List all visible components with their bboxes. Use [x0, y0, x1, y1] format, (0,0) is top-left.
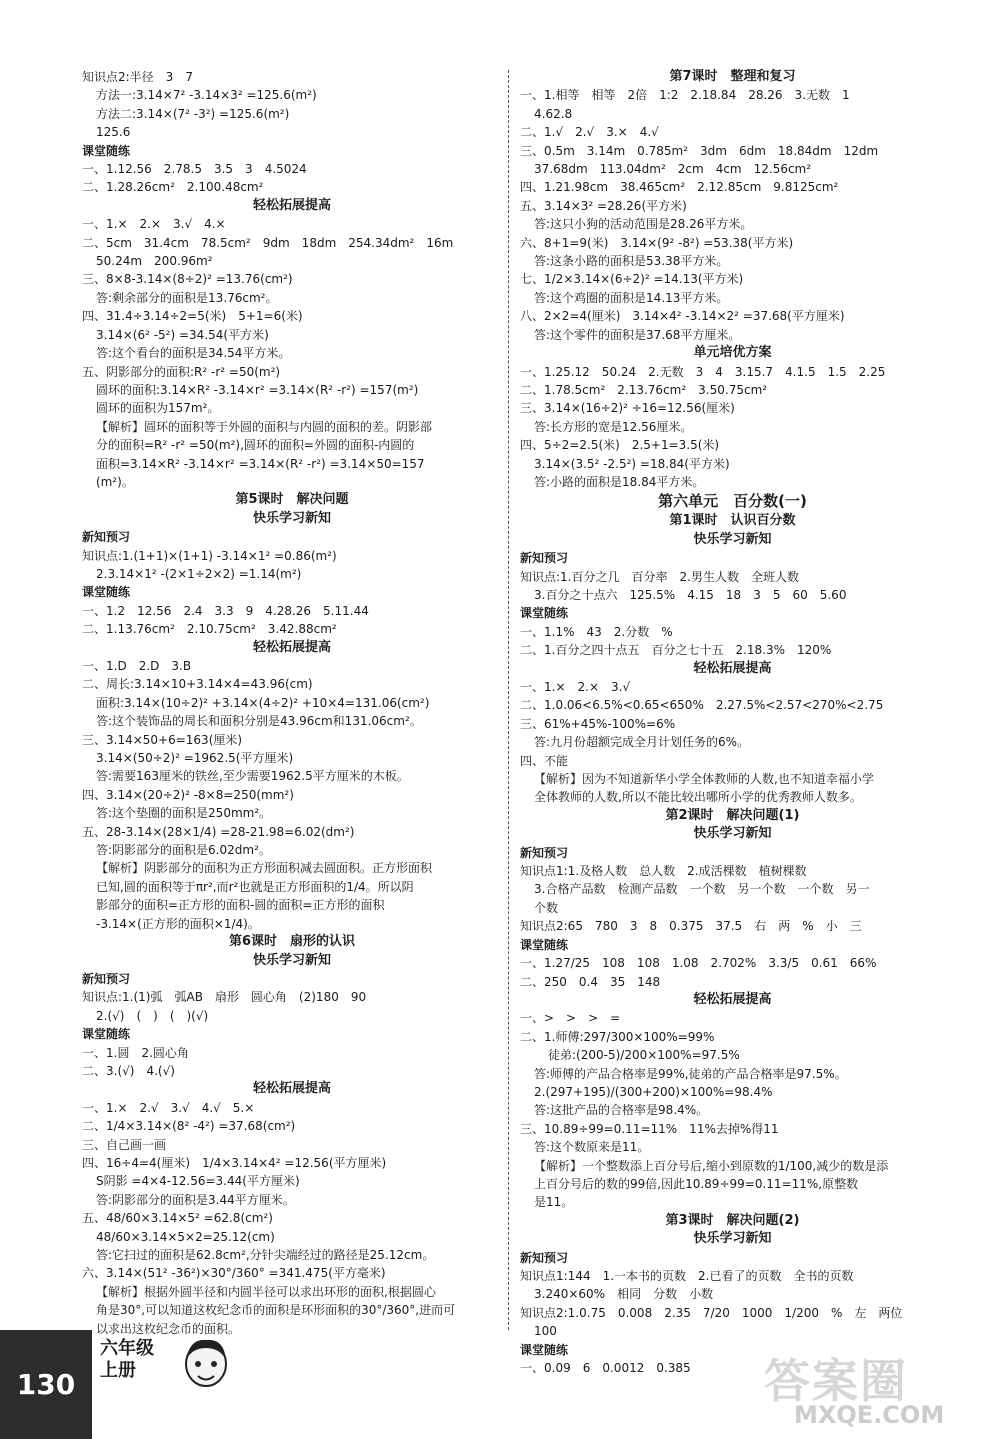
section-heading: 第5课时 解决问题	[235, 492, 349, 508]
answer-line: 三、3.14×50+6=163(厘米)	[82, 732, 243, 747]
grade-line-2: 上册	[100, 1360, 136, 1381]
answer-line: 答:这个零件的面积是37.68平方厘米。	[534, 327, 741, 342]
answer-line: 二、1.师傅:297/300×100%=99%	[520, 1029, 715, 1044]
answer-line: 37.68dm 113.04dm² 2cm 4cm 12.56cm²	[534, 162, 812, 177]
answer-line: 五、3.14×3² =28.26(平方米)	[520, 198, 687, 213]
boy-mascot-icon	[180, 1334, 232, 1394]
section-heading: 第1课时 认识百分数	[669, 513, 796, 529]
answer-line: 【解析】阴影部分的面积为正方形面积减去圆面积。正方形面积	[96, 861, 433, 876]
answer-line: 一、1.D 2.D 3.B	[82, 659, 192, 673]
answer-line: 一、1.27/25 108 108 1.08 2.702% 3.3/5 0.61 66%	[520, 956, 877, 971]
answer-line: 一、1.相等 相等 2倍 1:2 2.18.84 28.26 3.无数 1	[520, 88, 850, 103]
answer-line: 答:这只小狗的活动范围是28.26平方米。	[534, 217, 753, 232]
subsection-label: 课堂随练	[82, 585, 131, 600]
answer-line: 知识点:1.(1+1)×(1+1) -3.14×1² =0.86(m²)	[82, 548, 337, 563]
subsection-label: 课堂随练	[82, 143, 131, 158]
answer-line: (m²)。	[96, 474, 134, 489]
answer-line: 一、> > > =	[520, 1011, 621, 1026]
answer-line: 3.百分之十点六 125.5% 4.15 18 3 5 60 5.60	[534, 587, 847, 602]
answer-line: 知识点:1.百分之几 百分率 2.男生人数 全班人数	[520, 569, 799, 584]
answer-line: 答:阴影部分的面积是6.02dm²。	[96, 843, 271, 858]
watermark	[764, 1345, 994, 1435]
section-heading: 第7课时 整理和复习	[669, 69, 796, 84]
answer-line: 徒弟:(200-5)/200×100%=97.5%	[548, 1048, 740, 1063]
answer-line: 六、8+1=9(米) 3.14×(9² -8²) =53.38(平方米)	[520, 235, 794, 250]
answer-line: 二、1.28.26cm² 2.100.48cm²	[82, 180, 264, 195]
answer-line: 已知,圆的面积等于πr²,而r²也就是正方形面积的1/4。所以阴	[96, 879, 414, 894]
answer-line: 二、250 0.4 35 148	[520, 974, 661, 989]
answer-line: 二、1.0.06<6.5%<0.65<650% 2.27.5%<2.57<270%<2.75	[520, 698, 884, 713]
answer-line: 一、1.2 12.56 2.4 3.3 9 4.28.26 5.11.44	[82, 603, 369, 618]
answer-line: 二、周长:3.14×10+3.14×4=43.96(cm)	[82, 677, 313, 692]
answer-line: 2.3.14×1² -(2×1÷2×2) =1.14(m²)	[96, 566, 302, 581]
answer-line: 【解析】根据外圆半径和内圆半径可以求出环形的面积,根据圆心	[96, 1284, 436, 1299]
answer-line: 圆环的面积:3.14×R² -3.14×r² =3.14×(R² -r²) =157(m²)	[96, 382, 419, 397]
answer-line: 【解析】因为不知道新华小学全体教师的人数,也不知道幸福小学	[534, 772, 874, 787]
subsection-label: 课堂随练	[520, 1342, 569, 1357]
answer-line: 答:剩余部分的面积是13.76cm²。	[96, 290, 278, 305]
answer-line: S阴影 =4×4-12.56=3.44(平方厘米)	[96, 1174, 300, 1189]
answer-line: 四、16÷4=4(厘米) 1/4×3.14×4² =12.56(平方厘米)	[82, 1155, 387, 1170]
answer-line: 三、61%+45%-100%=6%	[520, 716, 676, 731]
subsection-label: 课堂随练	[520, 606, 569, 621]
answer-line: 面积=3.14×R² -3.14×r² =3.14×(R² -r²) =3.14×50=157	[96, 456, 425, 471]
section-heading: 第3课时 解决问题(2)	[665, 1212, 800, 1228]
answer-line: 一、1.25.12 50.24 2.无数 3 4 3.15.7 4.1.5 1.5 2.25	[520, 364, 886, 379]
answer-line: 一、1.× 2.× 3.√	[520, 680, 631, 694]
answer-line: 二、5cm 31.4cm 78.5cm² 9dm 18dm 254.34dm² 16m	[82, 235, 454, 250]
answer-line: 答:这个看台的面积是34.54平方米。	[96, 346, 291, 361]
answer-line: 答:这个装饰品的周长和面积分别是43.96cm和131.06cm²。	[96, 714, 422, 729]
section-heading: 轻松拓展提高	[252, 639, 331, 655]
answer-line: 三、0.5m 3.14m 0.785m² 3dm 6dm 18.84dm 12dm	[520, 143, 879, 158]
section-heading: 快乐学习新知	[252, 952, 331, 968]
answer-line: 个数	[534, 900, 559, 915]
answer-line: 二、1.百分之四十点五 百分之七十五 2.18.3% 120%	[520, 643, 832, 658]
answer-line: 五、48/60×3.14×5² =62.8(cm²)	[82, 1211, 273, 1226]
subsection-label: 课堂随练	[520, 937, 569, 952]
answer-line: 二、3.(√) 4.(√)	[82, 1063, 175, 1078]
answer-line: 知识点2:半径 3 7	[82, 70, 193, 84]
answer-line: 答:这个鸡圈的面积是14.13平方米。	[534, 290, 729, 305]
answer-line: 一、1.1% 43 2.分数 %	[520, 624, 673, 639]
answer-line: 分的面积=R² -r² =50(m²),圆环的面积=外圆的面积-内圆的	[96, 438, 415, 453]
subsection-label: 新知预习	[520, 1250, 569, 1265]
answer-line: 答:小路的面积是18.84平方米。	[534, 474, 705, 489]
subsection-label: 新知预习	[82, 530, 131, 545]
answer-line: 知识点1:1.及格人数 总人数 2.成活棵数 植树棵数	[520, 864, 807, 879]
answer-line: 知识点:1.(1)弧 弧AB 扇形 圆心角 (2)180 90	[82, 990, 367, 1005]
section-heading: 第六单元 百分数(一)	[658, 492, 807, 511]
answer-line: 2.(√) ( ) ( )(√)	[96, 1008, 209, 1023]
answer-line: 六、3.14×(51² -36²)×30°/360° =341.475(平方毫米)	[82, 1266, 386, 1281]
answer-line: 面积:3.14×(10÷2)² +3.14×(4÷2)² +10×4=131.06(cm²)	[96, 695, 430, 710]
answer-line: 四、1.21.98cm 38.465cm² 2.12.85cm 9.8125cm²	[520, 180, 839, 195]
answer-line: 四、3.14×(20÷2)² -8×8=250(mm²)	[82, 787, 294, 802]
section-heading: 第6课时 扇形的认识	[228, 934, 356, 950]
subsection-label: 新知预习	[82, 971, 131, 986]
section-heading: 轻松拓展提高	[693, 991, 772, 1007]
answer-line: 一、1.12.56 2.78.5 3.5 3 4.5024	[82, 162, 307, 177]
answer-line: 方法二:3.14×(7² -3²) =125.6(m²)	[96, 106, 290, 121]
answer-line: 影部分的面积=正方形的面积-圆的面积=正方形的面积	[96, 898, 385, 913]
answer-line: 一、0.09 6 0.0012 0.385	[520, 1361, 691, 1376]
answer-line: 3.240×60% 相同 分数 小数	[534, 1287, 714, 1302]
answer-line: 一、1.× 2.× 3.√ 4.×	[82, 217, 226, 232]
answer-line: 3.14×(3.5² -2.5²) =18.84(平方米)	[534, 456, 730, 471]
answer-line: 四、5÷2=2.5(米) 2.5+1=3.5(米)	[520, 438, 720, 453]
answer-line: 【解析】圆环的面积等于外圆的面积与内圆的面积的差。阴影部	[96, 419, 433, 434]
answer-line: 上百分号后的数的99倍,因此10.89÷99=0.11=11%,原整数	[534, 1176, 859, 1191]
answer-line: 答:九月份超额完成全月计划任务的6%。	[534, 735, 750, 750]
answer-line: 3.14×(6² -5²) =34.54(平方米)	[96, 327, 269, 342]
section-heading: 单元培优方案	[693, 345, 772, 361]
subsection-label: 课堂随练	[82, 1027, 131, 1042]
answer-line: 是11。	[534, 1195, 574, 1210]
answer-line: 七、1/2×3.14×(6÷2)² =14.13(平方米)	[520, 272, 744, 287]
right-column	[520, 68, 945, 1377]
answer-line: 方法一:3.14×7² -3.14×3² =125.6(m²)	[96, 88, 317, 103]
answer-line: 三、10.89÷99=0.11=11% 11%去掉%得11	[520, 1121, 779, 1136]
answer-line: 一、1.× 2.√ 3.√ 4.√ 5.×	[82, 1100, 255, 1115]
answer-line: 二、1.√ 2.√ 3.× 4.√	[520, 125, 659, 140]
answer-line: 知识点1:144 1.一本书的页数 2.已看了的页数 全书的页数	[520, 1269, 854, 1283]
answer-line: 全体教师的人数,所以不能比较出哪所小学的优秀教师人数多。	[534, 790, 862, 805]
answer-line: 四、不能	[520, 753, 569, 768]
answer-line: 3.合格产品数 检测产品数 一个数 另一个数 一个数 另一	[534, 882, 870, 897]
watermark-url: MXQE.COM	[794, 1401, 945, 1429]
answer-line: 答:这个垫圈的面积是250mm²。	[96, 806, 272, 821]
answer-line: 答:这批产品的合格率是98.4%。	[534, 1103, 709, 1118]
answer-line: -3.14×(正方形的面积×1/4)。	[96, 916, 260, 931]
answer-line: 八、2×2=4(厘米) 3.14×4² -3.14×2² =37.68(平方厘米)	[520, 309, 845, 324]
subsection-label: 新知预习	[520, 845, 569, 860]
answer-line: 知识点2:1.0.75 0.008 2.35 7/20 1000 1/200 % 左 两位	[520, 1305, 903, 1320]
answer-line: 五、阴影部分的面积:R² -r² =50(m²)	[82, 364, 281, 379]
answer-line: 四、31.4÷3.14÷2=5(米) 5+1=6(米)	[82, 309, 303, 324]
answer-line: 100	[534, 1324, 557, 1339]
answer-line: 二、1/4×3.14×(8² -4²) =37.68(cm²)	[82, 1119, 296, 1134]
answer-line: 答:阴影部分的面积是3.44平方厘米。	[96, 1192, 295, 1207]
section-heading: 快乐学习新知	[252, 510, 331, 526]
left-column	[82, 68, 502, 1338]
answer-line: 答:这条小路的面积是53.38平方米。	[534, 254, 729, 269]
answer-line: 知识点2:65 780 3 8 0.375 37.5 右 两 % 小 三	[520, 919, 862, 934]
answer-line: 二、1.78.5cm² 2.13.76cm² 3.50.75cm²	[520, 382, 768, 397]
answer-line: 答:需要163厘米的铁丝,至少需要1962.5平方厘米的木板。	[96, 769, 409, 784]
section-heading: 轻松拓展提高	[693, 660, 772, 676]
answer-line: 【解析】一个整数添上百分号后,缩小到原数的1/100,减少的数是添	[534, 1158, 889, 1173]
section-heading: 轻松拓展提高	[252, 197, 331, 213]
watermark-text: 答案圈	[764, 1354, 908, 1408]
grade-line-1: 六年级	[100, 1338, 154, 1359]
page-footer	[0, 1330, 300, 1439]
answer-line: 125.6	[96, 125, 131, 140]
answer-line: 4.62.8	[534, 106, 573, 121]
answer-line: 三、自己画一画	[82, 1137, 167, 1152]
answer-line: 2.(297+195)/(300+200)×100%=98.4%	[534, 1084, 773, 1099]
answer-line: 答:这个数原来是11。	[534, 1140, 650, 1155]
answer-line: 五、28-3.14×(28×1/4) =28-21.98=6.02(dm²)	[82, 824, 355, 839]
section-heading: 快乐学习新知	[693, 531, 772, 547]
answer-line: 以求出这枚纪念币的面积。	[96, 1321, 241, 1336]
answer-line: 50.24m 200.96m²	[96, 254, 213, 269]
answer-line: 答:它扫过的面积是62.8cm²,分针尖端经过的路径是25.12cm。	[96, 1248, 435, 1262]
answer-line: 角是30°,可以知道这枚纪念币的面积是环形面积的30°/360°,进而可	[96, 1303, 456, 1318]
subsection-label: 新知预习	[520, 551, 569, 566]
answer-line: 48/60×3.14×5×2=25.12(cm)	[96, 1229, 275, 1244]
answer-line: 一、1.圆 2.圆心角	[82, 1045, 189, 1060]
section-heading: 快乐学习新知	[693, 826, 772, 842]
answer-line: 三、3.14×(16÷2)² ÷16=12.56(厘米)	[520, 401, 735, 416]
grade-label	[100, 1338, 154, 1382]
section-heading: 第2课时 解决问题(1)	[665, 807, 800, 823]
answer-line: 二、1.13.76cm² 2.10.75cm² 3.42.88cm²	[82, 622, 337, 637]
section-heading: 轻松拓展提高	[252, 1081, 331, 1097]
answer-line: 3.14×(50÷2)² =1962.5(平方厘米)	[96, 751, 294, 766]
answer-line: 圆环的面积为157m²。	[96, 401, 220, 416]
column-divider	[508, 70, 509, 1330]
section-heading: 快乐学习新知	[693, 1231, 772, 1247]
answer-line: 三、8×8-3.14×(8÷2)² =13.76(cm²)	[82, 272, 293, 287]
answer-line: 答:长方形的宽是12.56厘米。	[534, 419, 693, 434]
page-number: 130	[0, 1330, 92, 1439]
answer-line: 答:师傅的产品合格率是99%,徒弟的产品合格率是97.5%。	[534, 1066, 847, 1081]
